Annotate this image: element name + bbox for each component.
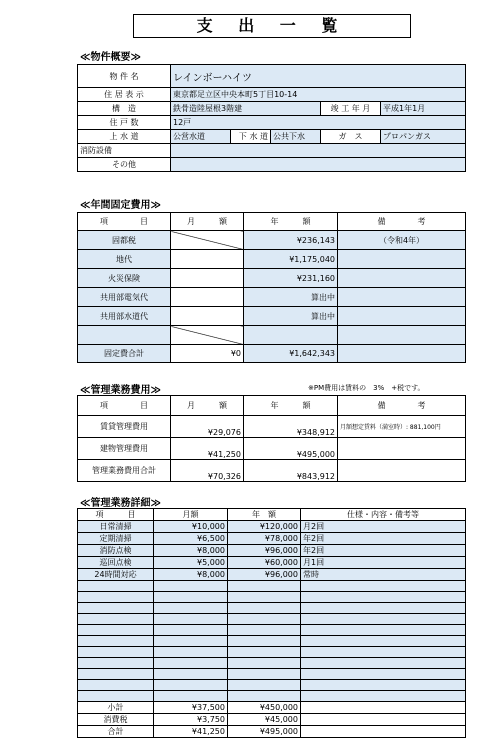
- gas-value: プロパンガス: [381, 130, 466, 144]
- fixed-item: 火災保険: [78, 269, 171, 288]
- property-heading: ≪物件概要≫: [80, 52, 141, 63]
- detail-yearly: [228, 669, 301, 680]
- detail-note: [301, 680, 466, 691]
- fixed-heading: ≪年間固定費用≫: [80, 200, 161, 211]
- detail-note: [301, 614, 466, 625]
- mgmt-monthly: ¥29,076: [171, 416, 244, 438]
- detail-yearly: [228, 636, 301, 647]
- detail-row: [78, 557, 466, 569]
- detail-yearly: [228, 625, 301, 636]
- detail-item: [78, 680, 154, 691]
- total-note: [301, 726, 466, 738]
- detail-note: 年2回: [301, 545, 466, 557]
- tax-note: [301, 714, 466, 726]
- fire-value: [171, 144, 466, 158]
- detail-item: 消防点検: [78, 545, 154, 557]
- fixed-row: [78, 288, 466, 307]
- units-label: 住 戸 数: [78, 116, 171, 130]
- detail-item: 定期清掃: [78, 533, 154, 545]
- detail-note: [301, 592, 466, 603]
- detail-row: [78, 545, 466, 557]
- total-label: 合計: [78, 726, 154, 738]
- tax-monthly: ¥3,750: [154, 714, 228, 726]
- detail-yearly: ¥96,000: [228, 545, 301, 557]
- subtotal-yearly: ¥450,000: [228, 702, 301, 714]
- other-value: [171, 158, 466, 172]
- detail-monthly: [154, 581, 228, 592]
- detail-row: [78, 592, 466, 603]
- detail-row: [78, 533, 466, 545]
- units-value: 12戸: [171, 116, 466, 130]
- fixed-note: [338, 288, 466, 307]
- detail-yearly: ¥60,000: [228, 557, 301, 569]
- mgmt-monthly: ¥70,326: [171, 460, 244, 482]
- detail-monthly: [154, 636, 228, 647]
- detail-yearly: [228, 658, 301, 669]
- detail-yearly: [228, 647, 301, 658]
- mgmt-item: 賃貸管理費用: [78, 416, 171, 438]
- fixed-yearly: 算出中: [244, 288, 338, 307]
- mgmt-note: 月額想定賃料（満室時）: 881,100円: [338, 416, 466, 438]
- fixed-monthly: [171, 250, 244, 269]
- detail-item: [78, 625, 154, 636]
- mgmt-item: 管理業務費用合計: [78, 460, 171, 482]
- detail-monthly: [154, 614, 228, 625]
- fixed-row: [78, 326, 466, 345]
- fixed-item: 固定費合計: [78, 345, 171, 363]
- fixed-yearly: ¥1,175,040: [244, 250, 338, 269]
- structure-label: 構 造: [78, 102, 171, 116]
- detail-monthly: [154, 603, 228, 614]
- detail-row: [78, 669, 466, 680]
- detail-monthly: [154, 680, 228, 691]
- detail-monthly: [154, 592, 228, 603]
- fixed-monthly: [171, 231, 244, 250]
- detail-note: [301, 603, 466, 614]
- detail-row: [78, 691, 466, 702]
- detail-yearly: [228, 614, 301, 625]
- detail-row: [78, 569, 466, 581]
- detail-yearly: ¥96,000: [228, 569, 301, 581]
- detail-monthly: [154, 647, 228, 658]
- detail-row: [78, 647, 466, 658]
- fixed-note: [338, 269, 466, 288]
- fixed-item: 共用部電気代: [78, 288, 171, 307]
- fixed-yearly: ¥1,642,343: [244, 345, 338, 363]
- detail-yearly: [228, 680, 301, 691]
- other-label: その他: [78, 158, 171, 172]
- detail-monthly: [154, 625, 228, 636]
- fixed-note: [338, 345, 466, 363]
- mgmt-header-monthly: 月 額: [171, 396, 244, 416]
- detail-yearly: [228, 592, 301, 603]
- fixed-header-item: 項 目: [78, 213, 171, 231]
- detail-monthly: [154, 669, 228, 680]
- detail-note: 年2回: [301, 533, 466, 545]
- detail-monthly: [154, 658, 228, 669]
- detail-yearly: [228, 581, 301, 592]
- fixed-note: [338, 307, 466, 326]
- detail-item: [78, 669, 154, 680]
- detail-item: [78, 636, 154, 647]
- detail-monthly: ¥8,000: [154, 569, 228, 581]
- fixed-header-note: 備 考: [338, 213, 466, 231]
- fixed-note: [338, 250, 466, 269]
- detail-row: [78, 625, 466, 636]
- fixed-monthly: ¥0: [171, 345, 244, 363]
- detail-row: [78, 614, 466, 625]
- fixed-monthly: [171, 269, 244, 288]
- tax-yearly: ¥45,000: [228, 714, 301, 726]
- detail-note: [301, 647, 466, 658]
- detail-note: 月2回: [301, 521, 466, 533]
- detail-item: 巡回点検: [78, 557, 154, 569]
- fixed-header-yearly: 年 額: [244, 213, 338, 231]
- detail-row: [78, 658, 466, 669]
- mgmt-item: 建物管理費用: [78, 438, 171, 460]
- detail-item: [78, 581, 154, 592]
- detail-note: [301, 691, 466, 702]
- mgmt-row: [78, 460, 466, 482]
- detail-item: [78, 647, 154, 658]
- detail-yearly: [228, 603, 301, 614]
- sewer-label: 下 水 道: [231, 130, 271, 144]
- fixed-note: [338, 326, 466, 345]
- water-value: 公営水道: [171, 130, 231, 144]
- fire-label: 消防設備: [78, 144, 171, 158]
- name-value: レインボーハイツ: [171, 65, 466, 88]
- property-table: [77, 64, 466, 172]
- mgmt-yearly: ¥348,912: [244, 416, 338, 438]
- subtotal-note: [301, 702, 466, 714]
- mgmt-monthly: ¥41,250: [171, 438, 244, 460]
- detail-item: 24時間対応: [78, 569, 154, 581]
- fixed-yearly: [244, 326, 338, 345]
- detail-header-yearly: 年 額: [228, 509, 301, 521]
- fixed-item: 固都税: [78, 231, 171, 250]
- mgmt-table: [77, 395, 466, 482]
- total-monthly: ¥41,250: [154, 726, 228, 738]
- subtotal-monthly: ¥37,500: [154, 702, 228, 714]
- detail-row: [78, 680, 466, 691]
- detail-yearly: ¥120,000: [228, 521, 301, 533]
- subtotal-label: 小計: [78, 702, 154, 714]
- name-label: 物 件 名: [78, 65, 171, 88]
- address-value: 東京都足立区中央本町5丁目10-14: [171, 88, 466, 102]
- detail-monthly: ¥6,500: [154, 533, 228, 545]
- address-label: 住 居 表 示: [78, 88, 171, 102]
- fixed-item: 地代: [78, 250, 171, 269]
- detail-row: [78, 636, 466, 647]
- fixed-yearly: ¥236,143: [244, 231, 338, 250]
- mgmt-heading: ≪管理業務費用≫: [80, 385, 161, 396]
- mgmt-header-yearly: 年 額: [244, 396, 338, 416]
- mgmt-note: [338, 438, 466, 460]
- detail-table: [77, 508, 466, 738]
- detail-item: [78, 658, 154, 669]
- page-title: 支 出 一 覧: [133, 14, 411, 38]
- detail-item: [78, 603, 154, 614]
- built-label: 竣 工 年 月: [321, 102, 381, 116]
- fixed-row: [78, 307, 466, 326]
- detail-item: [78, 592, 154, 603]
- water-label: 上 水 道: [78, 130, 171, 144]
- detail-item: [78, 614, 154, 625]
- detail-monthly: ¥10,000: [154, 521, 228, 533]
- fixed-row: [78, 231, 466, 250]
- total-yearly: ¥495,000: [228, 726, 301, 738]
- mgmt-header-item: 項 目: [78, 396, 171, 416]
- detail-row: [78, 581, 466, 592]
- fixed-monthly: [171, 307, 244, 326]
- fixed-item: 共用部水道代: [78, 307, 171, 326]
- fixed-yearly: ¥231,160: [244, 269, 338, 288]
- detail-note: [301, 658, 466, 669]
- detail-header-monthly: 月額: [154, 509, 228, 521]
- fixed-yearly: 算出中: [244, 307, 338, 326]
- fixed-table: [77, 212, 466, 363]
- fixed-monthly: [171, 288, 244, 307]
- fixed-row: [78, 269, 466, 288]
- built-value: 平成1年1月: [381, 102, 466, 116]
- tax-label: 消費税: [78, 714, 154, 726]
- detail-monthly: ¥5,000: [154, 557, 228, 569]
- detail-header-note: 仕様・内容・備考等: [301, 509, 466, 521]
- detail-row: [78, 521, 466, 533]
- mgmt-yearly: ¥843,912: [244, 460, 338, 482]
- mgmt-yearly: ¥495,000: [244, 438, 338, 460]
- mgmt-row: [78, 416, 466, 438]
- detail-monthly: [154, 691, 228, 702]
- fixed-header-monthly: 月 額: [171, 213, 244, 231]
- detail-heading: ≪管理業務詳細≫: [80, 498, 161, 509]
- detail-note: [301, 669, 466, 680]
- sewer-value: 公共下水: [271, 130, 321, 144]
- mgmt-header-note: 備 考: [338, 396, 466, 416]
- fixed-monthly: [171, 326, 244, 345]
- mgmt-note: [338, 460, 466, 482]
- detail-yearly: ¥78,000: [228, 533, 301, 545]
- structure-value: 鉄骨造陸屋根3階建: [171, 102, 321, 116]
- detail-note: [301, 581, 466, 592]
- detail-item: [78, 691, 154, 702]
- detail-item: 日常清掃: [78, 521, 154, 533]
- mgmt-row: [78, 438, 466, 460]
- detail-yearly: [228, 691, 301, 702]
- fixed-note: （令和4年）: [338, 231, 466, 250]
- detail-row: [78, 603, 466, 614]
- detail-note: [301, 636, 466, 647]
- detail-monthly: ¥8,000: [154, 545, 228, 557]
- fixed-row: [78, 250, 466, 269]
- detail-note: 常時: [301, 569, 466, 581]
- pm-note: ※PM費用は賃料の 3% +税です。: [308, 384, 425, 392]
- fixed-row: [78, 345, 466, 363]
- detail-header-item: 項 目: [78, 509, 154, 521]
- fixed-item: [78, 326, 171, 345]
- detail-note: [301, 625, 466, 636]
- detail-note: 月1回: [301, 557, 466, 569]
- gas-label: ガ ス: [321, 130, 381, 144]
